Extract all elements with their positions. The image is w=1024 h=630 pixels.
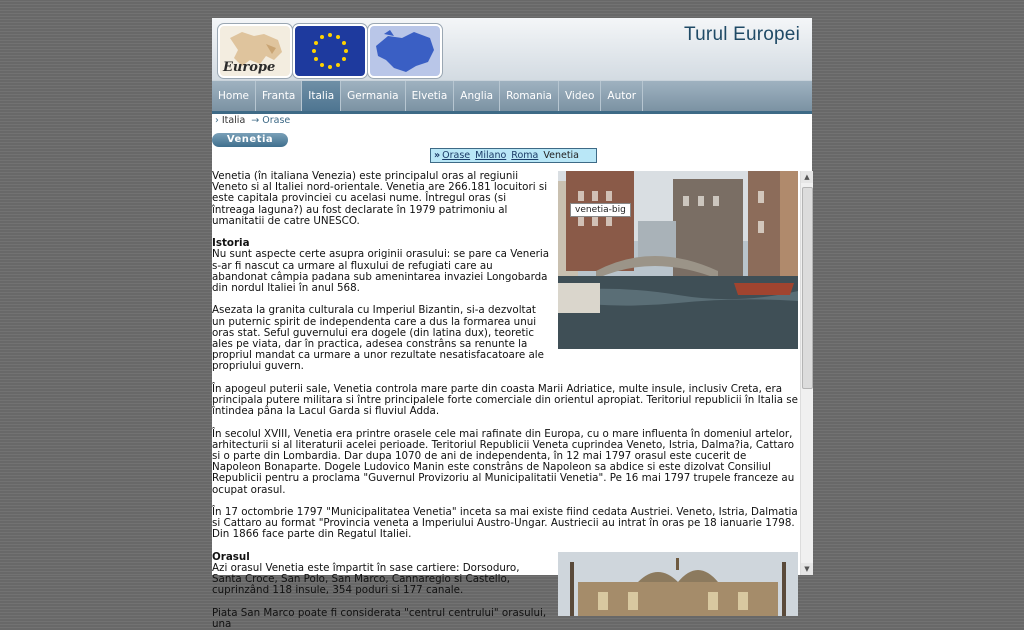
image-tooltip: venetia-big bbox=[570, 203, 631, 217]
city-heading: Orasul bbox=[212, 550, 250, 563]
eu-map-icon bbox=[370, 26, 440, 76]
nav-franta[interactable]: Franta bbox=[256, 81, 302, 111]
city-paragraph-2: Piata San Marco poate fi considerata "centrul centrului" orasului, una bbox=[212, 606, 547, 630]
city-link-orase[interactable]: Orase bbox=[442, 150, 471, 161]
breadcrumb bbox=[212, 115, 290, 126]
nav-video[interactable]: Video bbox=[559, 81, 601, 111]
city-link-roma[interactable]: Roma bbox=[511, 150, 539, 161]
scroll-up-arrow-icon[interactable]: ▲ bbox=[801, 171, 813, 183]
history-paragraph-1: Nu sunt aspecte certe asupra originii orasului: se pare ca Veneria s-ar fi nascut ca urmare al fluxului de refugiati care au abandonat câmpia padana sub amenintarea invaziei Longobarda din nordul Italiei în anul 568. bbox=[212, 248, 550, 295]
nav-autor[interactable]: Autor bbox=[601, 81, 643, 111]
europe-logo[interactable] bbox=[218, 24, 292, 78]
breadcrumb-italia[interactable]: Italia bbox=[221, 115, 246, 126]
breadcrumb-arrow-icon: → bbox=[251, 115, 260, 126]
history-paragraph-5: În 17 octombrie 1797 "Municipalitatea Venetia" inceta sa mai existe fiind cedata Austriei. Veneto, Istria, Dalmatia si Cattaro au format "Provincia veneta a Imperiului Austro-Ungar. Austriecii au intrat în oras pe 18 ianuarie 1798. Din 1866 face parte din Regatul Italiei. bbox=[212, 506, 798, 541]
scroll-down-arrow-icon[interactable]: ▼ bbox=[801, 563, 813, 575]
city-current: Venetia bbox=[543, 150, 580, 161]
nav-elvetia[interactable]: Elvetia bbox=[406, 81, 455, 111]
san-marco-photo[interactable] bbox=[558, 552, 798, 616]
city-navigation bbox=[430, 148, 597, 163]
double-chevron-icon: » bbox=[434, 150, 441, 161]
eu-map-logo[interactable] bbox=[368, 24, 442, 78]
article-content bbox=[212, 170, 798, 630]
history-paragraph-3: În apogeul puterii sale, Venetia controla mare parte din coasta Marii Adriatice, multe insule, inclusiv Creta, era principala putere militara si între principalele forte comerciale din orientul apropiat. Teritoriul republicii în Italia se întindea pâna la Lacul Garda si fluviul Adda. bbox=[212, 382, 798, 418]
nav-romania[interactable]: Romania bbox=[500, 81, 559, 111]
nav-italia[interactable]: Italia bbox=[302, 81, 341, 111]
history-heading: Istoria bbox=[212, 237, 250, 250]
scroll-thumb[interactable] bbox=[802, 187, 813, 389]
intro-paragraph: Venetia (în italiana Venezia) este principalul oras al regiunii Veneto si al Italiei nord-orientale. Venetia are 266.181 locuitori si este capitala provinciei cu acelasi nume. Întregul oras (si întreaga laguna?) au fost declarate în 1979 patrimoniu al umanitatii de catre UNESCO. bbox=[212, 170, 548, 227]
breadcrumb-orase[interactable]: Orase bbox=[262, 115, 291, 126]
city-link-milano[interactable]: Milano bbox=[475, 150, 507, 161]
europe-logo-text: Europe bbox=[223, 60, 276, 75]
site-header bbox=[212, 18, 812, 80]
eu-flag-logo[interactable] bbox=[293, 24, 367, 78]
nav-germania[interactable]: Germania bbox=[341, 81, 405, 111]
page-container bbox=[212, 18, 812, 630]
venetia-canal-photo[interactable] bbox=[558, 171, 798, 349]
nav-home[interactable]: Home bbox=[212, 81, 256, 111]
eu-stars-icon bbox=[295, 26, 365, 76]
main-navigation bbox=[212, 80, 812, 114]
site-title: Turul Europei bbox=[684, 24, 800, 45]
content-scrollbar[interactable] bbox=[800, 171, 813, 575]
nav-anglia[interactable]: Anglia bbox=[454, 81, 500, 111]
city-paragraph-1: Azi orasul Venetia este împartit în sase cartiere: Dorsoduro, Santa Croce, San Polo, San Marco, Cannaregio si Castello, cuprinzând 118 insule, 354 poduri si 177 canale. bbox=[212, 562, 520, 597]
section-title-pill: Venetia bbox=[212, 133, 288, 147]
history-paragraph-4: În secolul XVIII, Venetia era printre orasele cele mai rafinate din Europa, cu o mare influenta în domeniul artelor, arhitecturii si al literaturii acelei perioade. Teritoriul Republicii Veneta cuprindea Veneto, Istria, Dalma?ia, Cattaro si o parte din Lombardia. Dar dupa 1070 de ani de independenta, în 12 mai 1797 orasul este cucerit de Napoleon Bonaparte. Dogele Ludovico Manin este constrâns de Napoleon sa abdice si este dizolvat Consiliul Republicii pentru a proclama "Guvernul Provizoriu al Municipalitatii Venetia". Pe 16 mai 1797 trupele franceze au ocupat orasul. bbox=[212, 427, 795, 496]
breadcrumb-arrow-icon: › bbox=[215, 115, 219, 126]
history-paragraph-2: Asezata la granita culturala cu Imperiul Bizantin, si-a dezvoltat un puternic spirit de independenta care a dus la formarea unui oras stat. Seful guvernului era dogele (din latina dux), teoretic ales pe viata, dar în practica, adesea constrâns sa renunte la propriul mandat ca urmare a unor rezultate nesatisfacatoare ale propriului guvern. bbox=[212, 304, 544, 373]
